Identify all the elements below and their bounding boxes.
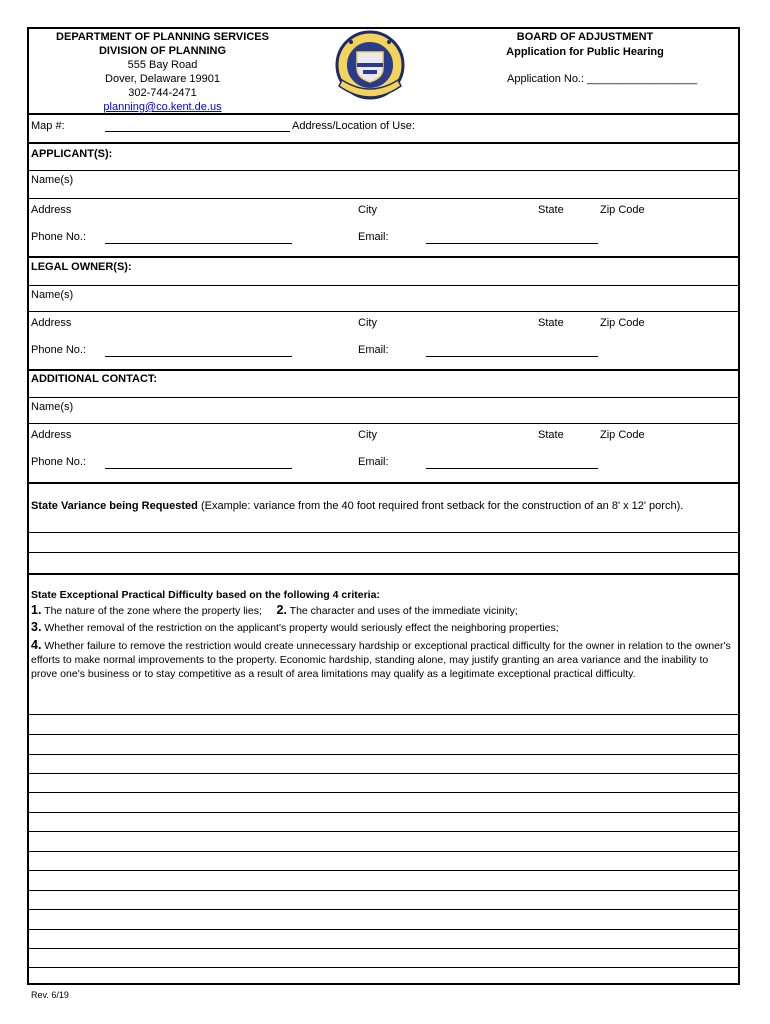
answer-line[interactable] [29, 773, 738, 774]
division-name: DIVISION OF PLANNING [98, 45, 227, 57]
answer-line[interactable] [29, 831, 738, 832]
difficulty-title: State Exceptional Practical Difficulty based on the following 4 criteria: [31, 589, 380, 601]
answer-line[interactable] [29, 851, 738, 852]
applicant-names-label: Name(s) [31, 174, 74, 186]
board-title: BOARD OF ADJUSTMENT [516, 31, 654, 43]
legal-owner-email-field[interactable] [426, 356, 598, 357]
criteria-line-4 [31, 638, 736, 681]
legal-owner-names-label: Name(s) [31, 289, 74, 301]
applicant-city-label: City [358, 204, 377, 216]
answer-line[interactable] [29, 909, 738, 910]
applicant-phone-label: Phone No.: [31, 231, 87, 243]
answer-line[interactable] [29, 812, 738, 813]
additional-contact-email-label: Email: [358, 456, 389, 468]
variance-title: State Variance being Requested [31, 500, 198, 512]
answer-line[interactable] [29, 714, 738, 715]
additional-contact-names-label: Name(s) [31, 401, 74, 413]
additional-contact-email-field[interactable] [426, 468, 598, 469]
answer-line[interactable] [29, 967, 738, 968]
phone-number: 302-744-2471 [128, 87, 197, 99]
criterion-1-number: 1. [31, 603, 42, 617]
applicant-email-field[interactable] [426, 243, 598, 244]
applicant-title: APPLICANT(S): [31, 148, 113, 160]
additional-contact-city-label: City [358, 429, 377, 441]
answer-line[interactable] [29, 870, 738, 871]
application-title: Application for Public Hearing [506, 46, 664, 58]
criterion-2-text: The character and uses of the immediate vicinity; [289, 605, 518, 617]
applicant-phone-field[interactable] [105, 243, 292, 244]
email-link[interactable]: planning@co.kent.de.us [103, 101, 222, 113]
dept-name: DEPARTMENT OF PLANNING SERVICES [56, 31, 269, 43]
legal-owner-state-label: State [538, 317, 564, 329]
legal-owner-zip-label: Zip Code [600, 317, 645, 329]
street-address: 555 Bay Road [127, 59, 198, 71]
criteria-line-1-2 [31, 603, 736, 618]
additional-contact-state-label: State [538, 429, 564, 441]
legal-owner-email-label: Email: [358, 344, 389, 356]
answer-line[interactable] [29, 929, 738, 930]
criterion-3-text: Whether removal of the restriction on the applicant's property would seriously effect the neighboring properties; [44, 622, 559, 634]
answer-line[interactable] [29, 948, 738, 949]
additional-contact-title: ADDITIONAL CONTACT: [31, 373, 158, 385]
answer-line[interactable] [29, 890, 738, 891]
applicant-state-label: State [538, 204, 564, 216]
criterion-4-number: 4. [31, 638, 42, 652]
answer-line[interactable] [29, 754, 738, 755]
additional-contact-zip-label: Zip Code [600, 429, 645, 441]
address-location-label: Address/Location of Use: [292, 120, 415, 132]
legal-owner-city-label: City [358, 317, 377, 329]
legal-owner-phone-label: Phone No.: [31, 344, 87, 356]
answer-line[interactable] [29, 734, 738, 735]
map-number-label: Map #: [31, 120, 65, 132]
criterion-2-number: 2. [276, 603, 287, 617]
additional-contact-phone-field[interactable] [105, 468, 292, 469]
criterion-1-text: The nature of the zone where the property lies; [44, 605, 262, 617]
legal-owner-title: LEGAL OWNER(S): [31, 261, 132, 273]
additional-contact-phone-label: Phone No.: [31, 456, 87, 468]
kent-county-seal-icon [331, 28, 409, 106]
revision-note: Rev. 6/19 [31, 990, 69, 1000]
answer-line[interactable] [29, 792, 738, 793]
map-number-field[interactable] [105, 131, 290, 132]
criterion-3-number: 3. [31, 620, 42, 634]
variance-prompt [31, 500, 736, 512]
additional-contact-address-label: Address [31, 429, 72, 441]
legal-owner-address-label: Address [31, 317, 72, 329]
applicant-email-label: Email: [358, 231, 389, 243]
legal-owner-phone-field[interactable] [105, 356, 292, 357]
city-address: Dover, Delaware 19901 [105, 73, 220, 85]
criteria-line-3 [31, 620, 736, 635]
variance-example: (Example: variance from the 40 foot required front setback for the construction of an 8' x 12' porch). [197, 500, 684, 512]
applicant-zip-label: Zip Code [600, 204, 645, 216]
criterion-4-text: Whether failure to remove the restriction would create unnecessary hardship or exceptional practical difficulty for the owner in relation to the owner's efforts to make normal improvements to the property. Economic hardship, standing alone, may justify granting an area variance and the inability to prove one's business or to stay competitive as a result of area limitations may qualify as a legitimate exceptional practical difficulty. [31, 640, 731, 680]
application-number-field[interactable]: Application No.: __________________ [507, 73, 698, 85]
applicant-address-label: Address [31, 204, 72, 216]
